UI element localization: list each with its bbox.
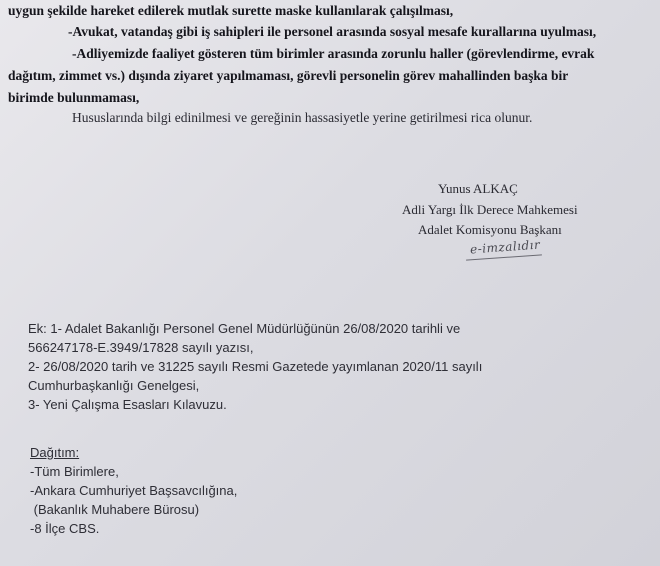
distribution-item: -Ankara Cumhuriyet Başsavcılığına, <box>30 483 238 498</box>
distribution-item: -Tüm Birimlere, <box>30 464 119 479</box>
distribution-item: (Bakanlık Muhabere Bürosu) <box>30 502 200 517</box>
attachment-line-3: 2- 26/08/2020 tarih ve 31225 sayılı Resmi Gazetede yayımlanan 2020/11 sayılı <box>28 359 483 374</box>
body-line-3: -Adliyemizde faaliyet gösteren tüm birimler arasında zorunlu haller (görevlendirme, evrak <box>72 46 595 61</box>
body-line-2: -Avukat, vatandaş gibi iş sahipleri ile personel arasında sosyal mesafe kurallarına uyulması, <box>68 24 597 39</box>
attachment-line-5: 3- Yeni Çalışma Esasları Kılavuzu. <box>28 397 227 412</box>
body-line-5: birimde bulunmaması, <box>8 90 140 105</box>
distribution-heading: Dağıtım: <box>30 445 80 460</box>
distribution-item: -8 İlçe CBS. <box>30 521 100 536</box>
signer-title-2: Adalet Komisyonu Başkanı <box>418 222 562 237</box>
e-signature-stamp: e-imzalıdır <box>469 237 541 257</box>
signer-title-1: Adli Yargı İlk Derece Mahkemesi <box>402 202 578 217</box>
signer-name: Yunus ALKAÇ <box>438 181 518 196</box>
attachment-line-1: Ek: 1- Adalet Bakanlığı Personel Genel Müdürlüğünün 26/08/2020 tarihli ve <box>28 321 461 336</box>
body-line-1: uygun şekilde hareket edilerek mutlak surette maske kullanılarak çalışılması, <box>8 3 454 18</box>
body-line-4: dağıtım, zimmet vs.) dışında ziyaret yapılmaması, görevli personelin görev mahallinden başka bir <box>8 68 569 83</box>
attachment-line-4: Cumhurbaşkanlığı Genelgesi, <box>28 378 200 393</box>
body-line-6: Hususlarında bilgi edinilmesi ve gereğinin hassasiyetle yerine getirilmesi rica olunur. <box>72 110 533 125</box>
attachment-line-2: 566247178-E.3949/17828 sayılı yazısı, <box>28 340 254 355</box>
